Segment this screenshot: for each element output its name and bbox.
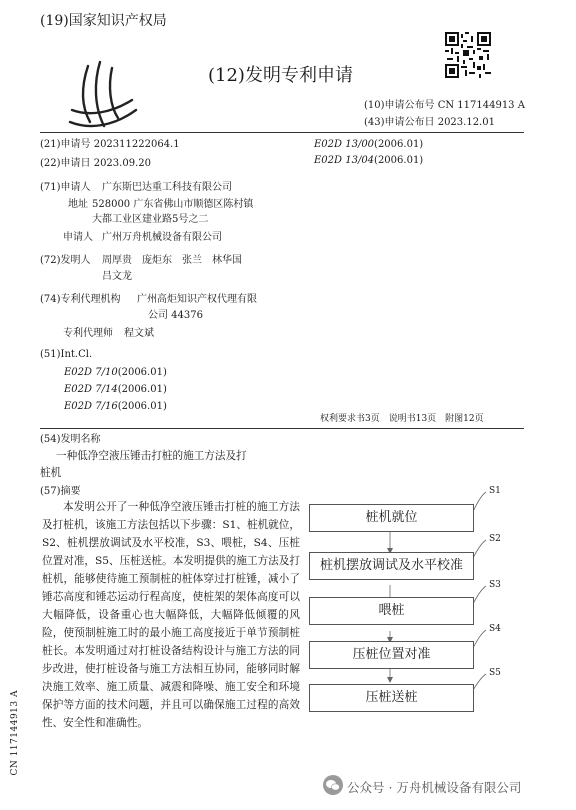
inventor-label: (72)发明人: [40, 255, 91, 266]
applicant-label: (71)申请人: [40, 182, 91, 193]
section-divider: [40, 428, 524, 429]
address-label: 地址: [68, 199, 88, 210]
int-cl-label: (51)Int.Cl.: [40, 349, 93, 360]
application-date: (22)申请日 2023.09.20: [40, 158, 151, 169]
side-publication-number: CN 117144913 A: [10, 690, 20, 776]
label-leader: [472, 630, 486, 650]
label-leader: [472, 540, 486, 560]
invention-title-line2: 桩机: [40, 467, 62, 479]
flow-step-s5: 压桩送桩: [309, 684, 474, 712]
agency-line1: 广州高炬知识产权代理有限: [137, 294, 257, 305]
applicant-name: 广东斯巴达重工科技有限公司: [102, 182, 232, 193]
publication-date: (43)申请公布日 2023.12.01: [364, 117, 495, 128]
flow-label-s2: S2: [489, 534, 501, 544]
publication-number: (10)申请公布号 CN 117144913 A: [364, 100, 525, 111]
invention-title-line1: 一种低净空液压锤击打桩的施工方法及打: [56, 450, 247, 462]
label-leader: [472, 586, 486, 606]
qr-code-icon: [445, 32, 491, 78]
wechat-icon: [322, 774, 344, 796]
flow-step-s1: 桩机就位: [309, 504, 474, 532]
agency-line2: 公司 44376: [148, 310, 203, 321]
document-type: (12)发明专利申请: [208, 65, 353, 86]
flow-step-s4: 压桩位置对准: [309, 641, 474, 669]
flow-label-s5: S5: [489, 668, 501, 678]
applicant2-name: 广州万舟机械设备有限公司: [102, 232, 222, 243]
watermark-text: 公众号 · 万舟机械设备有限公司: [347, 780, 522, 795]
address-line1: 528000 广东省佛山市顺德区陈村镇: [92, 199, 254, 210]
flow-step-s3: 喂桩: [309, 597, 474, 625]
int-cl-row: E02D 7/16(2006.01): [64, 401, 167, 412]
inventors-line1: 周厚贵 庞炬东 张兰 林华国: [102, 255, 242, 266]
label-leader: [472, 492, 486, 514]
flow-label-s1: S1: [489, 486, 501, 496]
agency-label: (74)专利代理机构: [40, 294, 121, 305]
header-divider: [40, 132, 524, 133]
flow-label-s3: S3: [489, 580, 501, 590]
flow-label-s4: S4: [489, 624, 501, 634]
int-cl-row: E02D 7/10(2006.01): [64, 367, 167, 378]
title-label: (54)发明名称: [40, 434, 101, 445]
abstract-label: (57)摘要: [40, 486, 81, 497]
address-line2: 大都工业区建业路5号之二: [92, 214, 209, 225]
inventors-line2: 吕文龙: [102, 271, 132, 282]
classification-row: E02D 13/00(2006.01): [314, 139, 424, 150]
agent-name: 程文斌: [124, 328, 154, 339]
int-cl-row: E02D 7/14(2006.01): [64, 384, 167, 395]
office-name: (19)国家知识产权局: [40, 13, 167, 29]
applicant2-label: 申请人: [63, 232, 93, 243]
classification-row: E02D 13/04(2006.01): [314, 155, 424, 166]
flow-step-s2: 桩机摆放调试及水平校准: [309, 552, 474, 580]
abstract-text: 本发明公开了一种低净空液压锤击打桩的施工方法及打桩机，该施工方法包括以下步骤：S1、桩机就位，S2、桩机摆放调试及水平校准，S3、喂桩，S4、压桩位置对准，S5、压桩送桩。本发明提供的施工方法及打桩机，能够使待施工预制桩的桩体穿过打桩锤，减小了锤芯高度和锤芯运动行程高度，使桩架的架体高度可以大幅降低，设备重心也大幅降低，大幅降低倾覆的风险，使预制桩施工时的最小施工高度接近于单节预制桩桩长。本发明通过对打桩设备结构设计与施工方法的同步改进，使打桩设备与施工方法相互协同，能够同时解决施工效率、施工质量、减震和降噪、施工安全和环境保护等方面的技术问题，并且可以确保施工过程的高效性、安全性和准确性。: [42, 501, 300, 729]
page-counts: 权利要求书3页 说明书13页 附图12页: [320, 414, 484, 424]
application-number: (21)申请号 202311222064.1: [40, 139, 180, 150]
patent-office-logo-icon: [58, 56, 144, 142]
label-leader: [472, 674, 486, 692]
agent-label: 专利代理师: [63, 328, 113, 339]
